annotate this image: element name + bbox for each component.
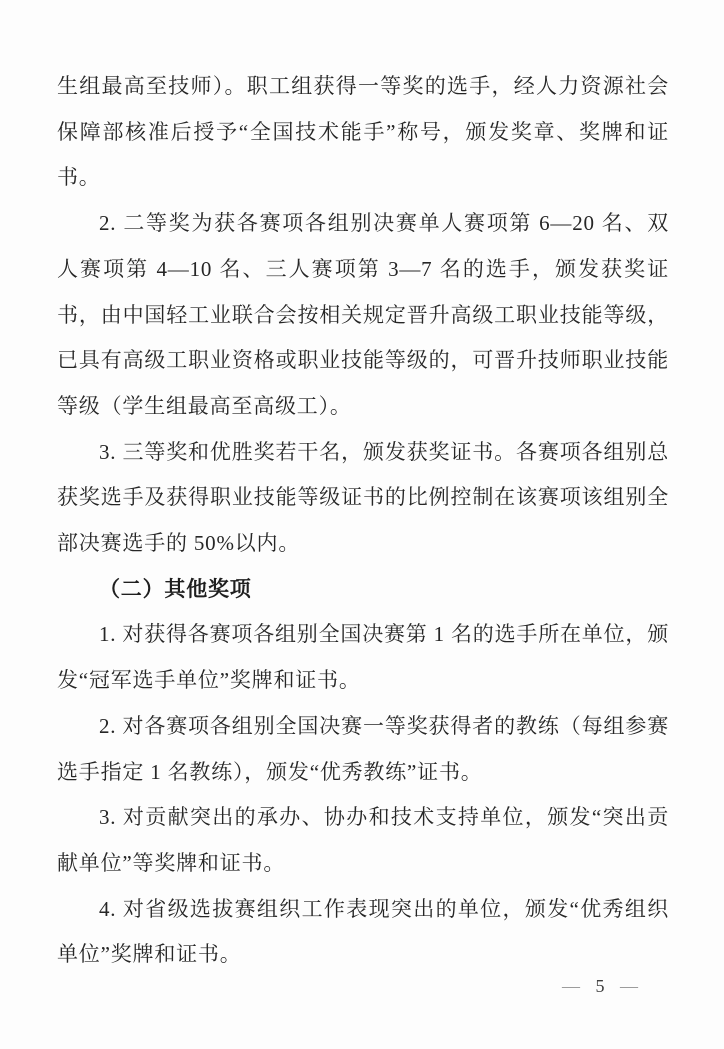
paragraph-continuation: 生组最高至技师）。职工组获得一等奖的选手，经人力资源社会保障部核准后授予“全国技术能手”称号，颁发奖章、奖牌和证书。 xyxy=(57,74,669,190)
section-heading-other-awards: （二）其他奖项 xyxy=(99,576,252,601)
paragraph-champion-unit: 1. 对获得各赛项各组别全国决赛第 1 名的选手所在单位，颁发“冠军选手单位”奖牌和证书。 xyxy=(57,622,669,693)
paragraph-second-prize: 2. 二等奖为获各赛项各组别决赛单人赛项第 6—20 名、双人赛项第 4—10 名、三人赛项第 3—7 名的选手，颁发获奖证书，由中国轻工业联合会按相关规定晋升高级工职业技能等级，已具有高级工职业资格或职业技能等级的，可晋升技师职业技能等级（学生组最高至高级工）。 xyxy=(57,211,669,418)
footer-dash-right: — xyxy=(620,976,638,996)
page-number: 5 xyxy=(595,976,605,996)
document-body xyxy=(57,64,669,978)
paragraph-excellent-organization: 4. 对省级选拔赛组织工作表现突出的单位，颁发“优秀组织单位”奖牌和证书。 xyxy=(57,896,669,967)
footer-dash-left: — xyxy=(562,976,580,996)
page-footer xyxy=(562,974,638,998)
paragraph-third-prize: 3. 三等奖和优胜奖若干名，颁发获奖证书。各赛项各组别总获奖选手及获得职业技能等级证书的比例控制在该赛项该组别全部决赛选手的 50%以内。 xyxy=(57,439,669,556)
paragraph-outstanding-contribution: 3. 对贡献突出的承办、协办和技术支持单位，颁发“突出贡献单位”等奖牌和证书。 xyxy=(57,805,669,875)
paragraph-excellent-coach: 2. 对各赛项各组别全国决赛一等奖获得者的教练（每组参赛选手指定 1 名教练），颁发“优秀教练”证书。 xyxy=(57,713,669,784)
